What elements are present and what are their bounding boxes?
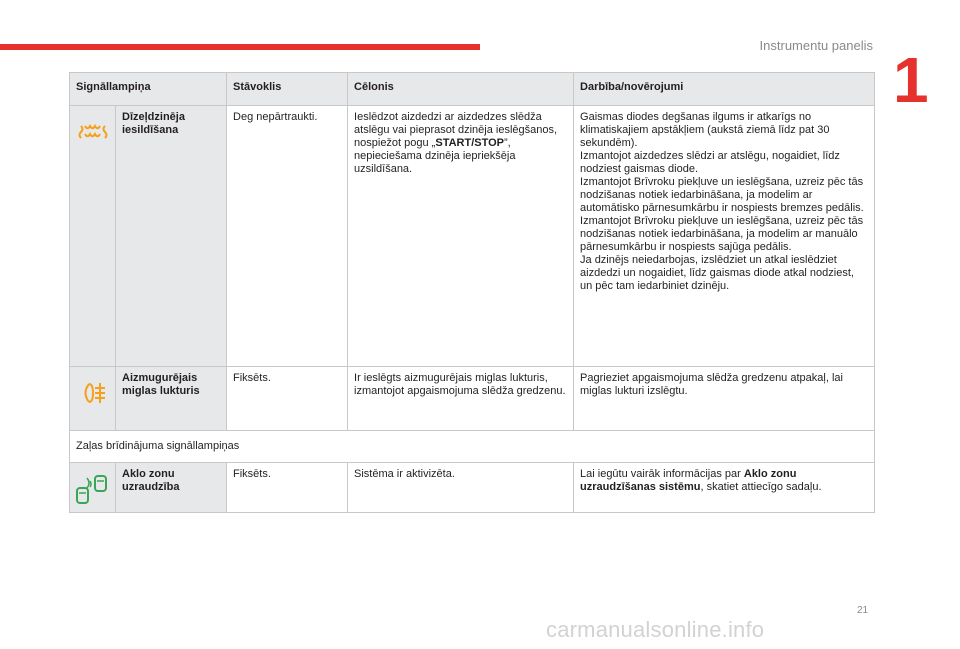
col-header-action: Darbība/novērojumi xyxy=(574,73,875,106)
col-header-cause: Cēlonis xyxy=(348,73,574,106)
section-label: Zaļas brīdinājuma signāllampiņas xyxy=(70,431,875,463)
lamp-action: Lai iegūtu vairāk informācijas par Aklo zonu uzraudzīšanas sistēmu, skatiet attiecīgo sadaļu. xyxy=(574,463,875,513)
page-number: 21 xyxy=(857,605,869,616)
rear-fog-lamp-icon xyxy=(79,381,107,405)
lamp-action: Gaismas diodes degšanas ilgums ir atkarīgs no klimatiskajiem apstākļiem (aukstā ziemā līdz pat 30 sekundēm). Izmantojot aizdedzes slēdzi ar atslēgu, nogaidiet, līdz nodziest gaismas diode. Izmantojot Brīvroku piekļuve un ieslēgšana, uzreiz pēc tās nodzišanas notiek iedarbināšana, ja modelim ar automātisko pārnesumkārbu ir nospiests bremzes pedālis. Izmantojot Brīvroku piekļuve un ieslēgšana, uzreiz pēc tās nodzišanas notiek iedarbināšana, ja modelim ar manuālo pārnesumkārbu ir nospiests sajūga pedālis. Ja dzinējs neiedarbojas, izslēdziet un atkal ieslēdziet aizdedzi un nogaidiet, līdz gaismas diode atkal nodziest, un pēc tam iedarbiniet dzinēju. xyxy=(574,106,875,367)
chapter-number: 1 xyxy=(893,44,929,116)
lamp-cause: Sistēma ir aktivizēta. xyxy=(348,463,574,513)
lamp-state: Deg nepārtraukti. xyxy=(227,106,348,367)
top-red-bar xyxy=(0,44,480,50)
watermark: carmanualsonline.info xyxy=(546,617,765,642)
lamp-state: Fiksēts. xyxy=(227,463,348,513)
lamp-icon-cell xyxy=(70,367,116,431)
table-header-row xyxy=(70,73,875,106)
section-row xyxy=(70,431,875,463)
lamp-icon-cell xyxy=(70,463,116,513)
lamp-icon-cell xyxy=(70,106,116,367)
table-row xyxy=(70,463,875,513)
table-row xyxy=(70,367,875,431)
lamp-action: Pagrieziet apgaismojuma slēdža gredzenu atpakaļ, lai miglas lukturi izslēgtu. xyxy=(574,367,875,431)
lamp-name: Aklo zonu uzraudzība xyxy=(116,463,227,513)
lamp-state: Fiksēts. xyxy=(227,367,348,431)
warning-lamps-table xyxy=(69,72,875,513)
lamp-name: Dīzeļdzinēja iesildīšana xyxy=(116,106,227,367)
section-title: Instrumentu panelis xyxy=(759,38,873,53)
glow-plug-icon xyxy=(78,122,108,140)
lamp-cause: Ieslēdzot aizdedzi ar aizdedzes slēdža atslēgu vai pieprasot dzinēja ieslēgšanos, nospiežot pogu „START/STOP”, nepieciešama dzinēja iepriekšēja uzsildīšana. xyxy=(348,106,574,367)
col-header-state: Stāvoklis xyxy=(227,73,348,106)
blind-spot-monitoring-icon xyxy=(75,473,111,505)
table-row xyxy=(70,106,875,367)
col-header-lamp: Signāllampiņa xyxy=(70,73,227,106)
lamp-name: Aizmugurējais miglas lukturis xyxy=(116,367,227,431)
lamp-cause: Ir ieslēgts aizmugurējais miglas lukturis, izmantojot apgaismojuma slēdža gredzenu. xyxy=(348,367,574,431)
